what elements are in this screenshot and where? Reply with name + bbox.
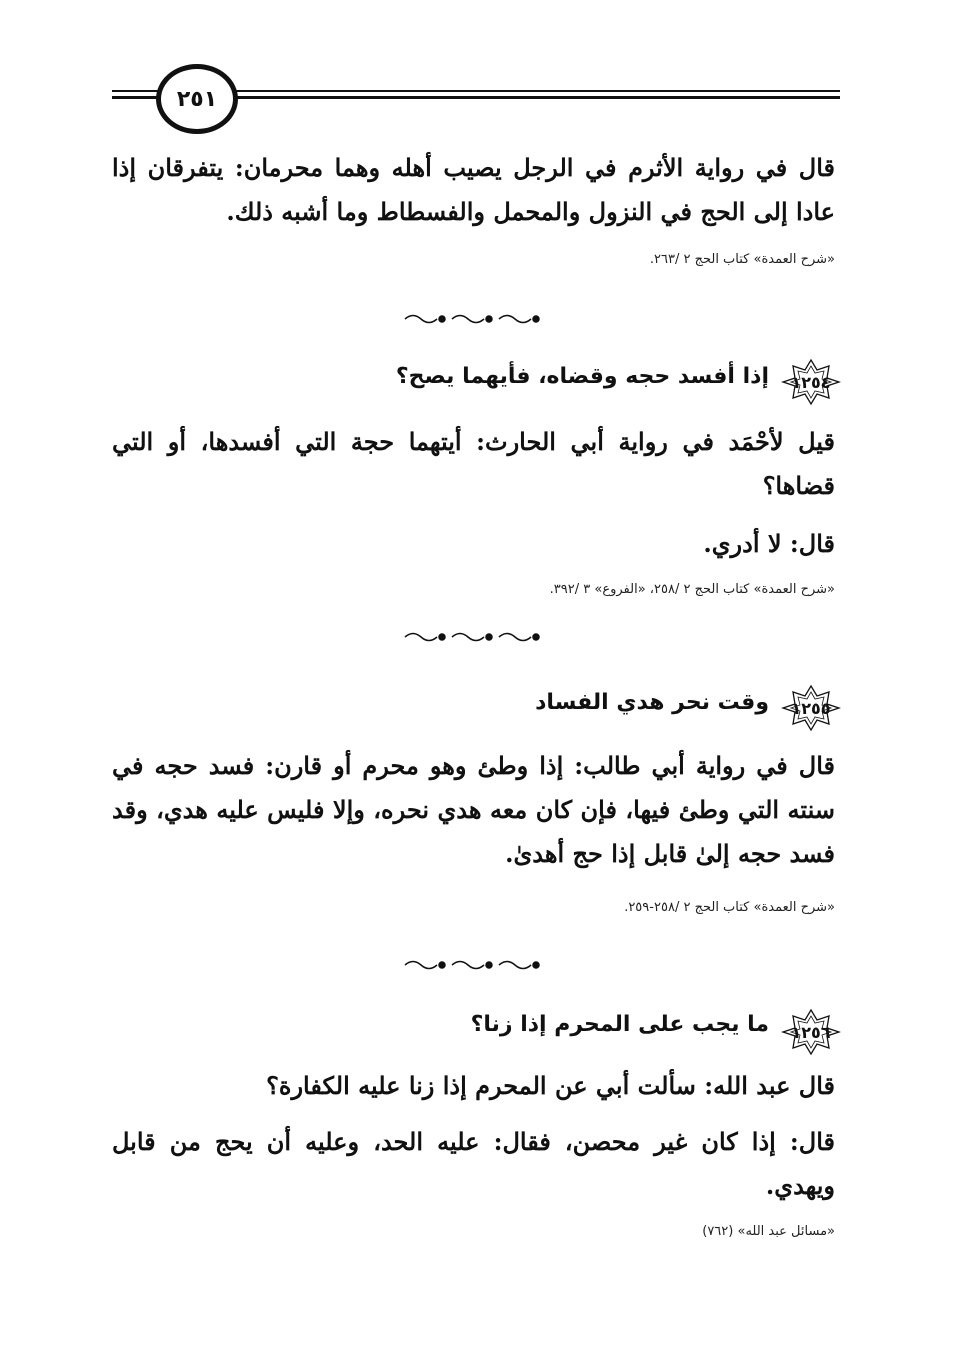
entry-paragraph: قال: إذا كان غير محصن، فقال: عليه الحد، وعليه أن يحج من قابل ويهدي.	[112, 1127, 835, 1200]
entry-number-badge	[781, 1008, 841, 1056]
ornament-divider	[400, 958, 550, 972]
entry-title: ما يجب على المحرم إذا زنا؟	[470, 1012, 769, 1037]
entry-source: «شرح العمدة» كتاب الحج ٢ /٢٥٨، «الفروع» ٣ /٣٩٢.	[549, 582, 835, 597]
entry-paragraph: قال في رواية أبي طالب: إذا وطئ وهو محرم أو قارن: فسد حجه في سنته التي وطئ فيها، فإن كان معه هدي نحره، وإلا فليس عليه هدي، وقد فسد حجه إلىٰ قابل إذا حج أهدىٰ.	[112, 751, 835, 868]
page-header	[112, 62, 840, 132]
entry-answer	[112, 522, 835, 566]
entry-number: ١٢٥٥	[791, 698, 831, 718]
entry-title: إذا أفسد حجه وقضاه، فأيهما يصح؟	[395, 364, 769, 389]
answer-text: لا أدري.	[703, 529, 782, 558]
entry-title: وقت نحر هدي الفساد	[535, 690, 769, 715]
ornament-divider	[400, 312, 550, 326]
entry-number: ١٢٥٤	[791, 372, 831, 392]
page-number: ٢٥١	[156, 64, 238, 134]
entry-number: ١٢٥٦	[791, 1022, 831, 1042]
ornament-divider	[400, 630, 550, 644]
intro-paragraph: قال في رواية الأثرم في الرجل يصيب أهله وهما محرمان: يتفرقان إذا عادا إلى الحج في النزول والمحمل والفسطاط وما أشبه ذلك.	[112, 153, 835, 226]
entry-number-badge	[781, 358, 841, 406]
answer-label: قال:	[789, 529, 835, 558]
entry-source: «مسائل عبد الله» (٧٦٢)	[702, 1224, 835, 1239]
entry-paragraph: قيل لأحْمَد في رواية أبي الحارث: أيتهما حجة التي أفسدها، أو التي قضاها؟	[112, 427, 835, 500]
entry-question: قال عبد الله: سألت أبي عن المحرم إذا زنا عليه الكفارة؟	[266, 1071, 835, 1100]
entry-source: «شرح العمدة» كتاب الحج ٢ /٢٥٨-٢٥٩.	[624, 900, 835, 915]
intro-source: «شرح العمدة» كتاب الحج ٢ /٢٦٣.	[649, 252, 835, 267]
entry-number-badge	[781, 684, 841, 732]
